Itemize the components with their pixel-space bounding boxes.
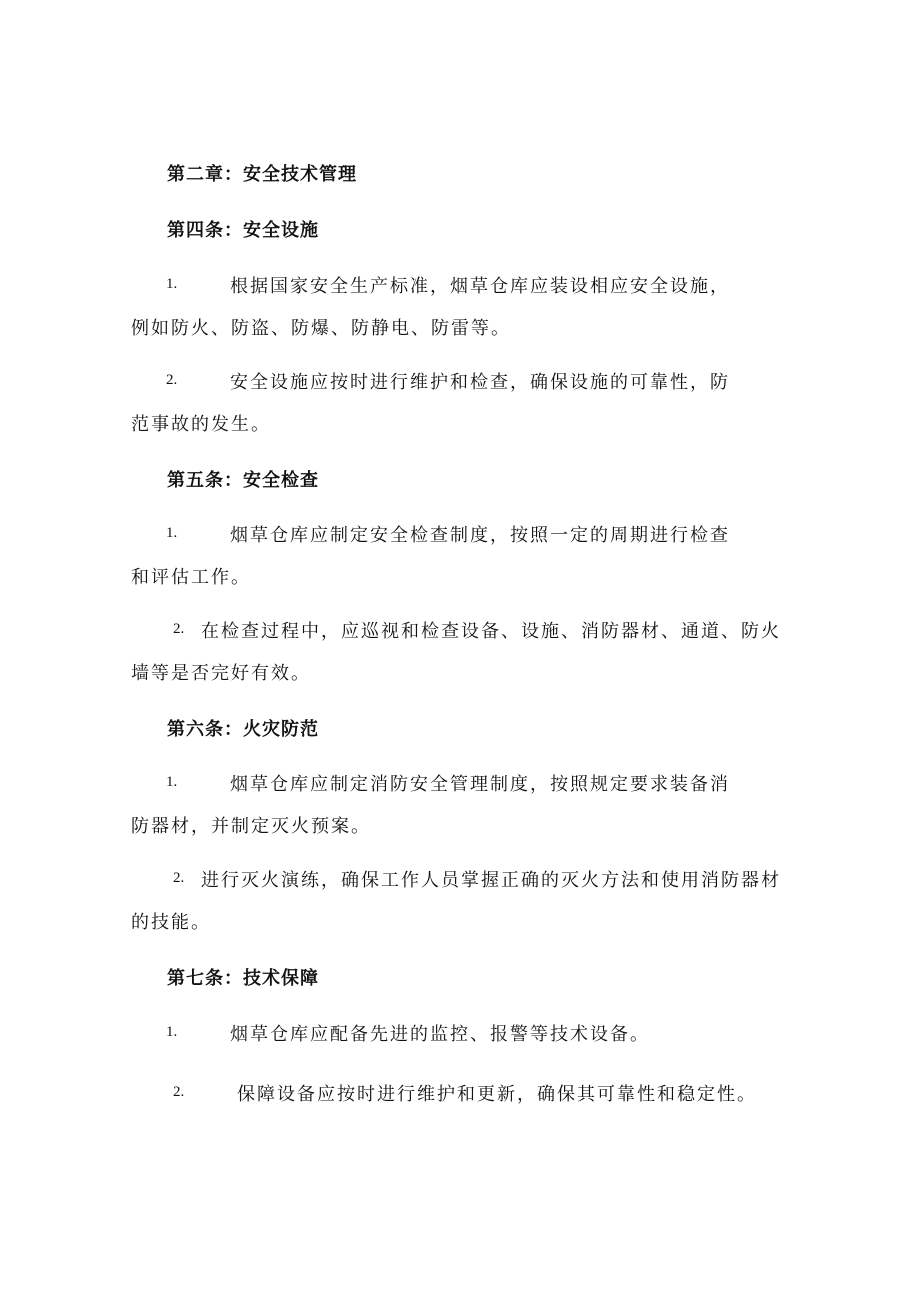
section-title: 第六条：火灾防范 bbox=[167, 719, 319, 740]
item-text-line: 进行灭火演练，确保工作人员掌握正确的灭火方法和使用消防器材 bbox=[201, 870, 781, 891]
item-text-line: 烟草仓库应制定安全检查制度，按照一定的周期进行检查 bbox=[230, 525, 730, 546]
item-number: 2. bbox=[173, 621, 185, 637]
item-text-line: 安全设施应按时进行维护和检查，确保设施的可靠性，防 bbox=[230, 372, 730, 393]
item-number: 2. bbox=[173, 1084, 185, 1100]
item-text-line: 保障设备应按时进行维护和更新，确保其可靠性和稳定性。 bbox=[237, 1084, 757, 1105]
item-text-line: 在检查过程中，应巡视和检查设备、设施、消防器材、通道、防火 bbox=[201, 621, 781, 642]
item-text-line: 墙等是否完好有效。 bbox=[131, 663, 311, 684]
item-text-line: 烟草仓库应制定消防安全管理制度，按照规定要求装备消 bbox=[230, 774, 730, 795]
section-title: 第五条：安全检查 bbox=[167, 470, 319, 491]
item-text-line: 防器材，并制定灭火预案。 bbox=[131, 816, 371, 837]
item-number: 2. bbox=[173, 870, 185, 886]
item-number: 1. bbox=[166, 1024, 178, 1040]
item-number: 1. bbox=[166, 525, 178, 541]
item-text-line: 和评估工作。 bbox=[131, 567, 251, 588]
chapter-title: 第二章：安全技术管理 bbox=[167, 164, 357, 185]
item-number: 2. bbox=[166, 372, 178, 388]
item-text-line: 例如防火、防盗、防爆、防静电、防雷等。 bbox=[131, 318, 511, 339]
section-title: 第四条：安全设施 bbox=[167, 220, 319, 241]
item-number: 1. bbox=[166, 774, 178, 790]
item-number: 1. bbox=[166, 276, 178, 292]
section-title: 第七条：技术保障 bbox=[167, 968, 319, 989]
item-text-line: 的技能。 bbox=[131, 912, 211, 933]
item-text-line: 范事故的发生。 bbox=[131, 414, 271, 435]
item-text-line: 根据国家安全生产标准，烟草仓库应装设相应安全设施， bbox=[230, 276, 730, 297]
item-text-line: 烟草仓库应配备先进的监控、报警等技术设备。 bbox=[230, 1024, 650, 1045]
